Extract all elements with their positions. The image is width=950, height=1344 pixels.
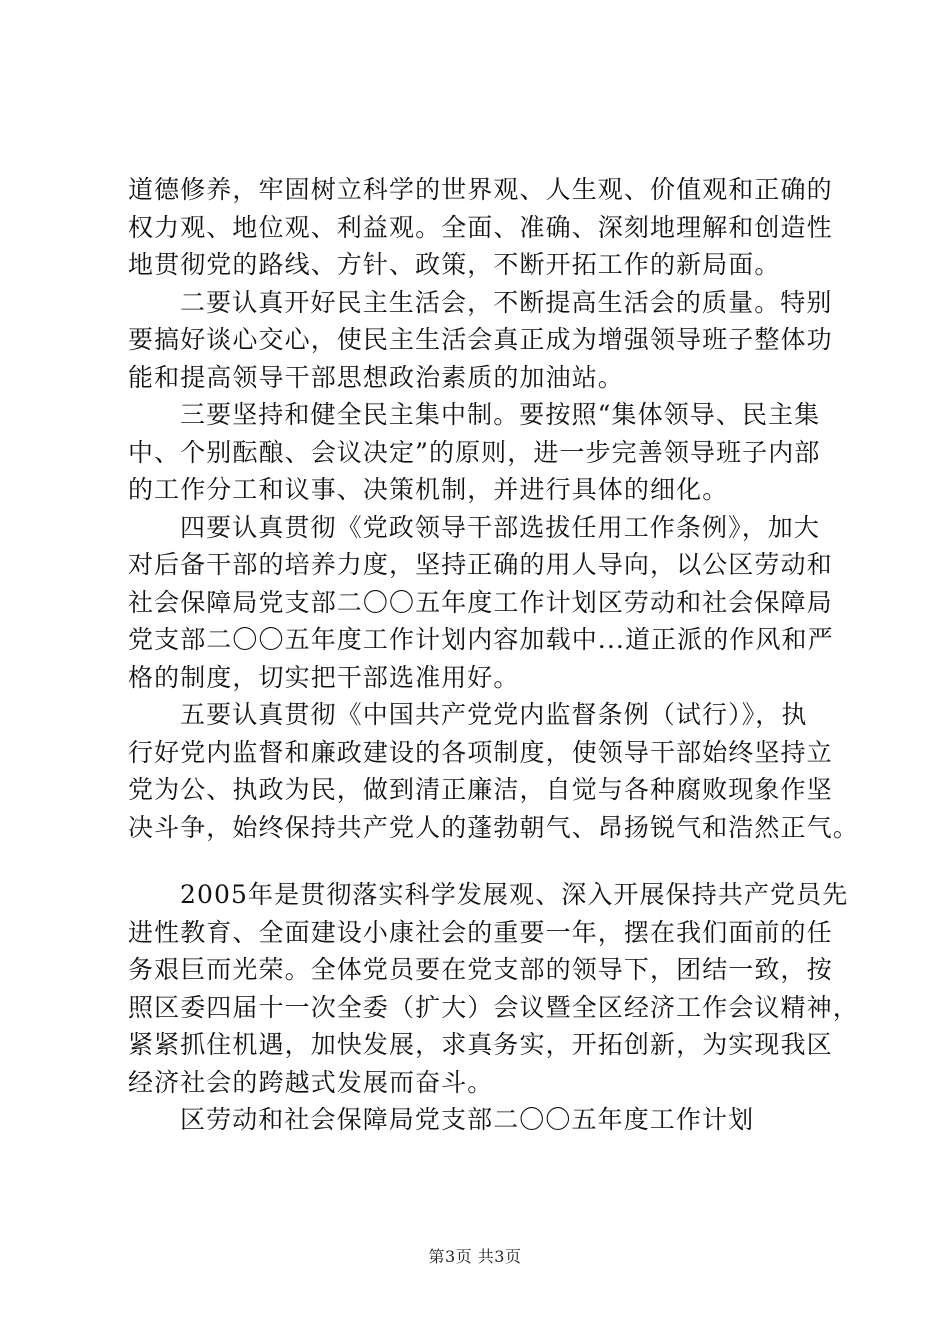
text-line: 行好党内监督和廉政建设的各项制度，使领导干部始终坚持立 — [128, 737, 833, 767]
paragraph-spacer — [128, 846, 840, 876]
text-line: 2005年是贯彻落实科学发展观、深入开展保持共产党员先 — [180, 880, 849, 909]
text-line: 道德修养，牢固树立科学的世界观、人生观、价值观和正确的 — [128, 175, 833, 204]
text-line: 紧紧抓住机遇，加快发展，求真务实，开拓创新，为实现我区 — [128, 1030, 833, 1059]
document-body — [128, 171, 859, 1139]
paragraph-democratic-life-meeting — [128, 284, 840, 397]
text-line: 务艰巨而光荣。全体党员要在党支部的领导下，团结一致，按 — [128, 955, 833, 984]
text-line: 对后备干部的培养力度，坚持正确的用人导向，以公区劳动和 — [128, 550, 833, 579]
text-line: 经济社会的跨越式发展而奋斗。 — [128, 1067, 494, 1097]
text-line: 格的制度，切实把干部选准用好。 — [128, 662, 520, 692]
paragraph-conclusion — [128, 876, 859, 1101]
paragraph-internal-supervision — [128, 696, 859, 846]
text-line: 党支部二〇〇五年度工作计划内容加载中...道正派的作风和严 — [128, 625, 834, 654]
page-footer — [0, 1244, 950, 1267]
paragraph-democratic-centralism — [128, 396, 840, 509]
text-line: 五要认真贯彻《中国共产党党内监督条例（试行）》，执 — [180, 700, 808, 729]
text-line: 社会保障局党支部二〇〇五年度工作计划区劳动和社会保障局 — [128, 587, 833, 617]
text-line: 中、个别酝酿、会议决定”的原则，进一步完善领导班子内部 — [128, 437, 821, 467]
text-line: 二要认真开好民主生活会，不断提高生活会的质量。特别 — [180, 287, 833, 317]
text-line: 地贯彻党的路线、方针、政策，不断开拓工作的新局面。 — [128, 250, 781, 279]
text-line: 的工作分工和议事、决策机制，并进行具体的细化。 — [128, 475, 729, 504]
text-line: 党为公、执政为民，做到清正廉洁，自觉与各种腐败现象作坚 — [128, 775, 833, 804]
text-line: 权力观、地位观、利益观。全面、准确、深刻地理解和创造性 — [128, 212, 833, 242]
text-line: 决斗争，始终保持共产党人的蓬勃朝气、昂扬锐气和浩然正气。 — [128, 812, 859, 842]
text-line: 能和提高领导干部思想政治素质的加油站。 — [128, 362, 624, 392]
text-line: 照区委四届十一次全委（扩大）会议暨全区经济工作会议精神， — [128, 992, 859, 1022]
page-indicator: 第3页 共3页 — [428, 1247, 522, 1266]
text-line: 要搞好谈心交心，使民主生活会真正成为增强领导班子整体功 — [128, 325, 833, 354]
paragraph-continuation — [128, 171, 840, 284]
text-line: 进性教育、全面建设小康社会的重要一年，摆在我们面前的任 — [128, 917, 833, 947]
text-line: 四要认真贯彻《党政领导干部选拔任用工作条例》，加大 — [180, 512, 821, 542]
closing-title: 区劳动和社会保障局党支部二〇〇五年度工作计划 — [180, 1105, 755, 1134]
paragraph-cadre-selection — [128, 509, 840, 697]
text-line: 三要坚持和健全民主集中制。要按照“集体领导、民主集 — [180, 400, 821, 429]
